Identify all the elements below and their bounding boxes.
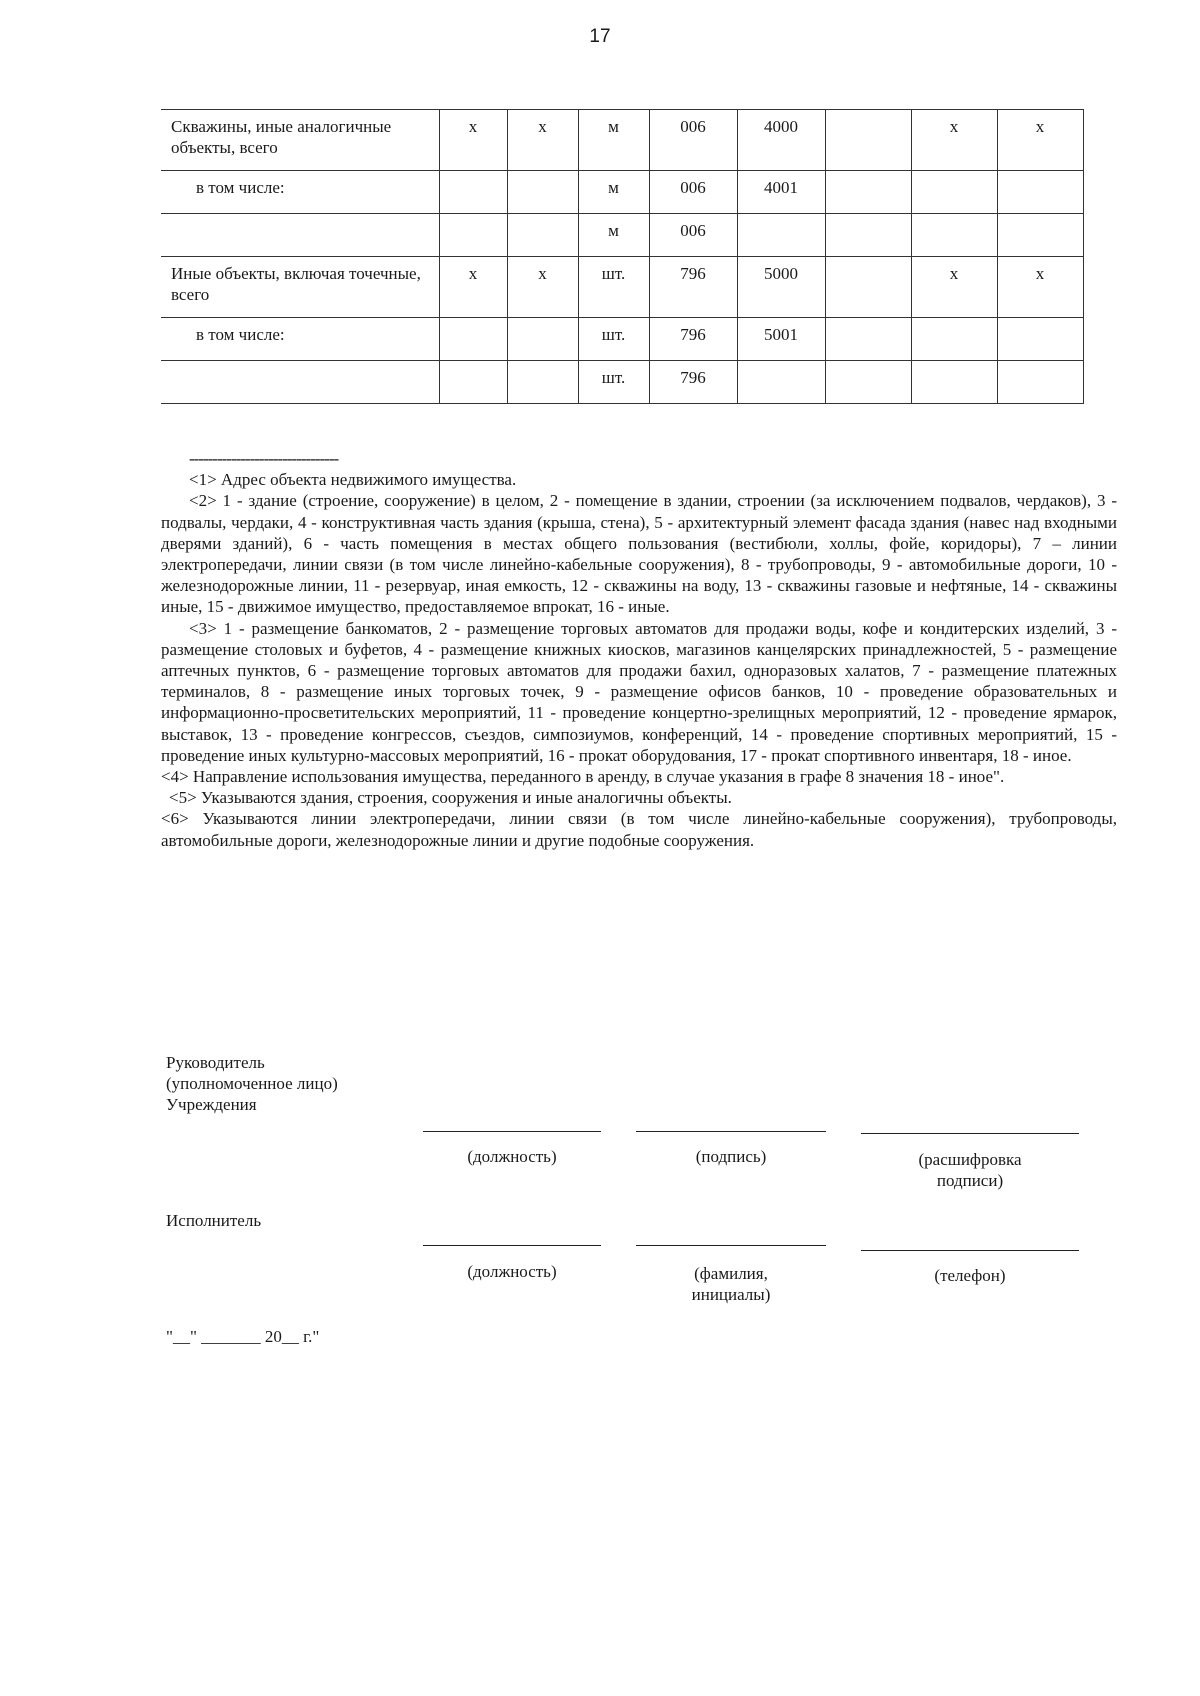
head-label (166, 1052, 338, 1115)
cell (825, 214, 911, 257)
row-name: Иные объекты, включая точечные, всего (161, 257, 439, 318)
caption-name-line: (фамилия, (694, 1264, 768, 1283)
cell (997, 214, 1083, 257)
caption-decode-line: подписи) (936, 1171, 1004, 1190)
cell (507, 318, 578, 361)
code-cell: 5000 (737, 257, 825, 318)
signature-line (423, 1245, 601, 1246)
footnotes (161, 448, 1117, 851)
executor-label: Исполнитель (166, 1211, 262, 1230)
cell (825, 257, 911, 318)
signature-line (861, 1250, 1079, 1251)
footnote-4: <4> Направление использования имущества, переданного в аренду, в случае указания в графе 8 значения 18 - иное". (161, 767, 1005, 787)
cell (997, 171, 1083, 214)
cell (997, 361, 1083, 404)
caption-position: (должность) (467, 1262, 557, 1281)
cell (507, 361, 578, 404)
cell (439, 171, 507, 214)
head-label-line: Учреждения (166, 1095, 257, 1114)
table-row (161, 171, 1083, 214)
unit-cell: м (578, 171, 649, 214)
row-name (161, 361, 439, 404)
cell (911, 361, 997, 404)
code-cell: 4000 (737, 110, 825, 171)
head-label-line: Руководитель (166, 1053, 265, 1072)
okei-cell: 796 (649, 257, 737, 318)
cell (997, 318, 1083, 361)
okei-cell: 006 (649, 171, 737, 214)
cell: x (507, 257, 578, 318)
row-name: Скважины, иные аналогичные объекты, всего (161, 110, 439, 171)
code-cell: 4001 (737, 171, 825, 214)
table-row (161, 318, 1083, 361)
cell: x (997, 257, 1083, 318)
caption-position: (должность) (467, 1147, 557, 1166)
cell (825, 110, 911, 171)
caption-phone: (телефон) (934, 1266, 1006, 1285)
caption-name (636, 1263, 826, 1305)
cell (439, 214, 507, 257)
cell (439, 318, 507, 361)
caption-signature: (подпись) (695, 1147, 767, 1166)
signature-line (423, 1131, 601, 1132)
cell: x (439, 110, 507, 171)
footnote-2: <2> 1 - здание (строение, сооружение) в целом, 2 - помещение в здании, строении (за исключением подвалов, чердаков), 3 - подвалы, чердаки, 4 - конструктивная часть здания (крыша, стена), 5 - архитектурный элемент фасада здания (навес над входными дверями зданий), 6 - часть помещения в местах общего пользования (вестибюли, холлы, фойе, коридоры), 7 – линии электропередачи, линии связи (в том числе линейно-кабельные сооружения), 8 - трубопроводы, 9 - автомобильные дороги, 10 - железнодорожные линии, 11 - резервуар, иная емкость, 12 - скважины на воду, 13 - скважины газовые и нефтяные, 14 - скважины иные, 15 - движимое имущество, предоставляемое впрокат, 16 - иные. (161, 491, 1117, 617)
cell: x (439, 257, 507, 318)
cell: x (997, 110, 1083, 171)
page-number: 17 (589, 26, 611, 47)
caption-decode-line: (расшифровка (918, 1150, 1022, 1169)
property-table (161, 109, 1084, 404)
table-row (161, 361, 1083, 404)
cell: x (911, 110, 997, 171)
footnote-6: <6> Указываются линии электропередачи, линии связи (в том числе линейно-кабельные сооружения), трубопроводы, автомобильные дороги, железнодорожные линии и другие подобные сооружения. (161, 809, 1117, 850)
cell: x (507, 110, 578, 171)
footnote-3: <3> 1 - размещение банкоматов, 2 - размещение торговых автоматов для продажи воды, кофе и кондитерских изделий, 3 - размещение столовых и буфетов, 4 - размещение книжных киосков, магазинов канцелярских принадлежностей, 5 - размещение аптечных пунктов, 6 - размещение торговых автоматов для продажи бахил, одноразовых халатов, 7 - размещение платежных терминалов, 8 - размещение иных торговых точек, 9 - размещение офисов банков, 10 - проведение образовательных и информационно-просветительских мероприятий, 11 - проведение концертно-зрелищных мероприятий, 12 - проведение ярмарок, выставок, 13 - проведение конгрессов, съездов, симпозиумов, конференций, 14 - проведение спортивных мероприятий, 15 - проведение иных культурно-массовых мероприятий, 16 - прокат оборудования, 17 - прокат спортивного инвентаря, 18 - иное. (161, 618, 1117, 765)
table-row (161, 214, 1083, 257)
cell (911, 318, 997, 361)
unit-cell: шт. (578, 318, 649, 361)
cell (825, 318, 911, 361)
unit-cell: м (578, 110, 649, 171)
footnote-separator: -------------------------------- (189, 449, 339, 468)
table-row (161, 257, 1083, 318)
caption-name-line: инициалы) (691, 1285, 771, 1304)
cell (825, 171, 911, 214)
row-name: в том числе: (161, 171, 439, 214)
cell: x (911, 257, 997, 318)
unit-cell: м (578, 214, 649, 257)
okei-cell: 006 (649, 110, 737, 171)
table-row (161, 110, 1083, 171)
footnote-5: <5> Указываются здания, строения, сооружения и иные аналогичны объекты. (169, 788, 732, 808)
footnote-1: <1> Адрес объекта недвижимого имущества. (189, 470, 517, 490)
unit-cell: шт. (578, 257, 649, 318)
okei-cell: 796 (649, 361, 737, 404)
code-cell: 5001 (737, 318, 825, 361)
signature-line (636, 1245, 826, 1246)
cell (439, 361, 507, 404)
cell (911, 171, 997, 214)
caption-decode (861, 1149, 1079, 1191)
okei-cell: 006 (649, 214, 737, 257)
cell (507, 171, 578, 214)
code-cell (737, 214, 825, 257)
signature-line (636, 1131, 826, 1132)
cell (911, 214, 997, 257)
row-name (161, 214, 439, 257)
signature-line (861, 1133, 1079, 1134)
okei-cell: 796 (649, 318, 737, 361)
cell (825, 361, 911, 404)
date-line: "__" _______ 20__ г." (166, 1327, 320, 1346)
unit-cell: шт. (578, 361, 649, 404)
head-label-line: (уполномоченное лицо) (166, 1074, 338, 1093)
code-cell (737, 361, 825, 404)
row-name: в том числе: (161, 318, 439, 361)
cell (507, 214, 578, 257)
